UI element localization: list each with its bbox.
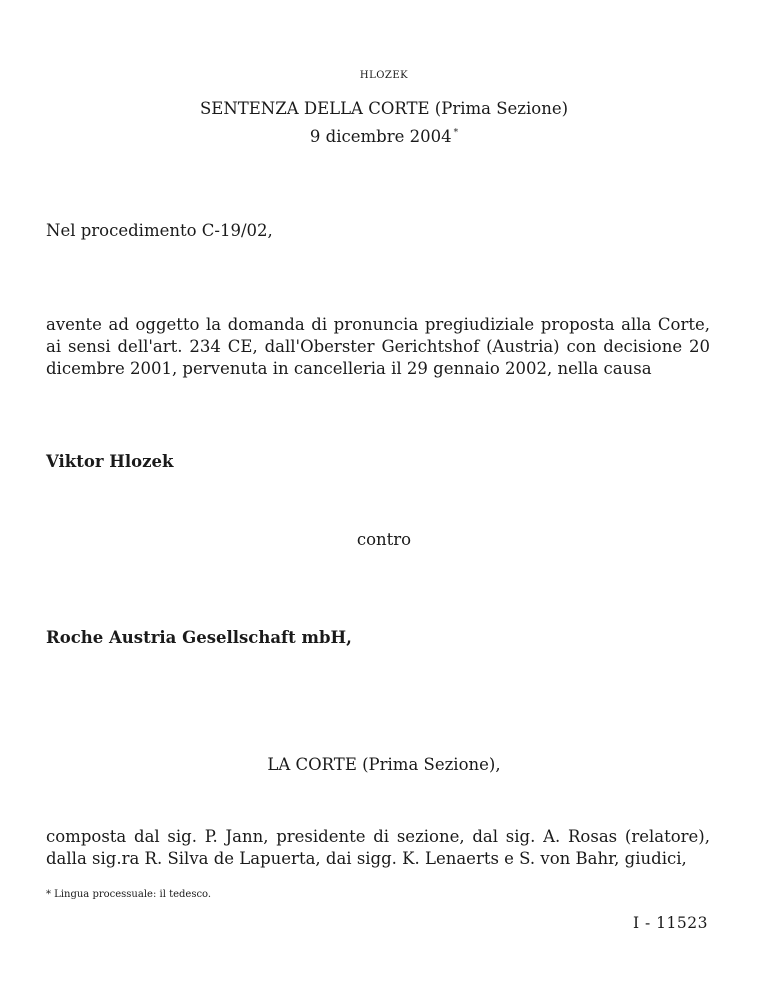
versus-text: contro	[356, 530, 412, 549]
judgment-title: SENTENZA DELLA CORTE (Prima Sezione)	[199, 99, 569, 118]
footnote: * Lingua processuale: il tedesco.	[46, 889, 212, 900]
party-two: Roche Austria Gesellschaft mbH,	[46, 628, 352, 647]
running-head: HLOZEK	[359, 70, 409, 81]
subject-paragraph: avente ad oggetto la domanda di pronuncia pregiudiziale proposta alla Corte, ai sensi dell'art. 234 CE, dall'Oberster Gerichtshof (Austria) con decisione 20 dicembre 2001, pervenuta in cancelleria il 29 gennaio 2002, nella causa	[46, 315, 710, 378]
footnote-marker: *	[453, 128, 459, 138]
judgment-date: 9 dicembre 2004	[309, 127, 452, 146]
court-heading: LA CORTE (Prima Sezione),	[267, 755, 501, 774]
page-number: I - 11523	[632, 914, 708, 932]
party-one: Viktor Hlozek	[46, 452, 174, 471]
case-intro: Nel procedimento C-19/02,	[46, 221, 273, 240]
judgment-date-line	[0, 127, 768, 146]
composition-paragraph: composta dal sig. P. Jann, presidente di sezione, dal sig. A. Rosas (relatore), dalla sig.ra R. Silva de Lapuerta, dai sigg. K. Lenaerts e S. von Bahr, giudici,	[46, 827, 710, 868]
